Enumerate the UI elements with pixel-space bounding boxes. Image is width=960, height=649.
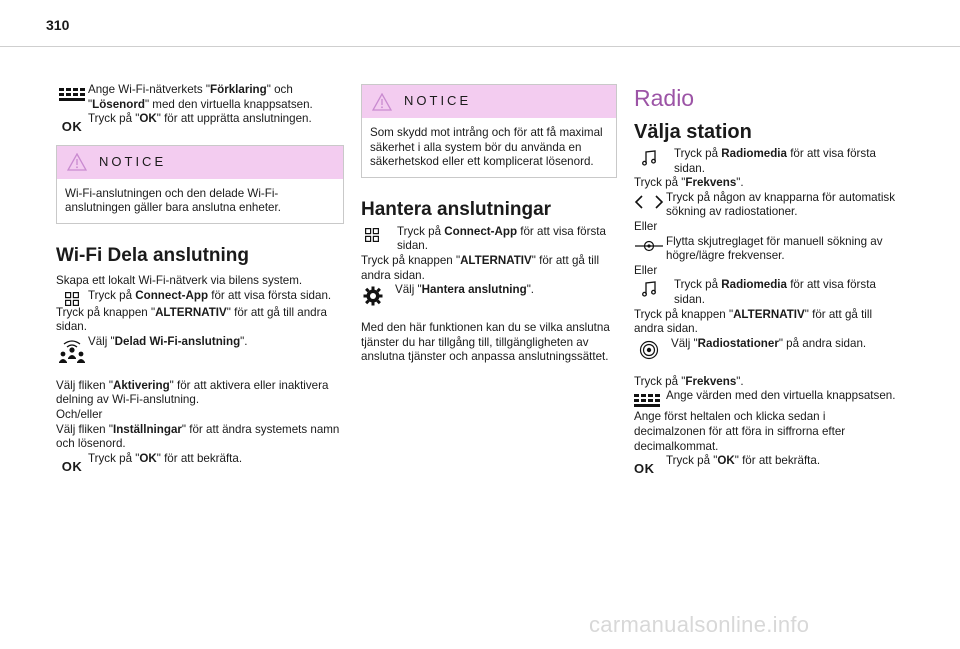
notice-text: Som skydd mot intrång och för att få maximal säkerhet i alla system bör du använda en säkerhetskod eller ett komplicerat lösenord.	[370, 126, 603, 169]
chapter-title: Radio	[634, 85, 695, 111]
paragraph: Skapa ett lokalt Wi-Fi-nätverk via bilens system.	[56, 273, 303, 287]
notice-box	[56, 145, 344, 224]
music-note-icon	[634, 147, 674, 166]
chevrons-left-right-icon	[634, 191, 666, 210]
keypad-icon	[634, 389, 666, 410]
connect-app-icon	[56, 289, 88, 306]
warning-icon	[372, 93, 392, 111]
section-heading: Wi-Fi Dela anslutning	[56, 244, 249, 266]
section-heading: Hantera anslutningar	[361, 198, 552, 220]
column-1	[56, 83, 344, 474]
keypad-icon	[56, 83, 88, 104]
watermark: carmanualsonline.info	[589, 612, 810, 637]
ok-instruction: OK Tryck på "OK" för att bekräfta.	[634, 454, 821, 477]
manage-connection-instruction: Välj "Hantera anslutning".	[361, 283, 617, 306]
connect-app-instruction: Tryck på Connect-App för att visa första sidan.	[56, 289, 344, 306]
music-note-icon	[634, 278, 674, 297]
paragraph: Eller	[634, 219, 658, 233]
gear-icon	[361, 283, 395, 306]
paragraph: Tryck på knappen "ALTERNATIV" för att gå till andra sidan.	[56, 305, 327, 334]
keypad-instruction: Ange värden med den virtuella knappsatsen.	[634, 389, 896, 410]
slider-instruction: Flytta skjutreglaget för manuell sökning av högre/lägre frekvenser.	[634, 235, 896, 264]
notice-box	[361, 84, 617, 178]
header-divider	[0, 46, 960, 47]
connect-app-instruction: Tryck på Connect-App för att visa första sidan.	[361, 225, 617, 254]
paragraph: Tryck på knappen "ALTERNATIV" för att gå till andra sidan.	[361, 253, 600, 282]
notice-title: NOTICE	[99, 153, 167, 169]
wifi-share-icon	[56, 335, 88, 364]
paragraph: Tryck på "Frekvens".	[634, 176, 744, 190]
paragraph: Eller	[634, 263, 658, 277]
ok-icon: OK	[61, 458, 83, 474]
notice-text: Wi-Fi-anslutningen och den delade Wi-Fi-anslutningen gäller bara anslutna enheter.	[65, 186, 281, 215]
ok-instruction: OK Tryck på "OK" för att upprätta anslutningen.	[61, 112, 312, 135]
ok-instruction: OK Tryck på "OK" för att bekräfta.	[61, 451, 243, 474]
wifi-share-instruction: Välj "Delad Wi-Fi-anslutning".	[56, 335, 344, 364]
radiomedia-instruction: Tryck på Radiomedia för att visa första sidan.	[634, 147, 896, 176]
warning-icon	[67, 153, 87, 171]
column-2	[361, 84, 617, 365]
paragraph: Välj fliken "Aktivering" för att aktivera eller inaktivera delning av Wi-Fi-anslutning.	[56, 378, 329, 407]
section-heading: Välja station	[634, 121, 752, 143]
page-number: 310	[46, 17, 70, 33]
paragraph: Och/eller	[56, 407, 103, 421]
slider-icon	[634, 235, 666, 254]
notice-title: NOTICE	[404, 93, 472, 109]
paragraph: Ange först heltalen och klicka sedan i decimalzonen för att föra in siffrorna efter decimalkommat.	[634, 410, 846, 453]
paragraph: Tryck på knappen "ALTERNATIV" för att gå till andra sidan.	[634, 307, 873, 336]
keypad-instruction: Ange Wi-Fi-nätverkets "Förklaring" och "Lösenord" med den virtuella knappsatsen.	[56, 83, 344, 112]
paragraph: Välj fliken "Inställningar" för att ändra systemets namn och lösenord.	[56, 422, 340, 451]
paragraph: Med den här funktionen kan du se vilka anslutna tjänster du har tillgång till, tillgängligheten av anslutna tjänster och anpassa anslutningssättet.	[361, 321, 610, 364]
connect-app-icon	[361, 225, 397, 242]
radiostations-instruction: Välj "Radiostationer" på andra sidan.	[634, 337, 896, 360]
radiomedia-instruction: Tryck på Radiomedia för att visa första sidan.	[634, 278, 896, 307]
ok-icon: OK	[634, 461, 655, 477]
ok-icon: OK	[61, 119, 83, 135]
auto-search-instruction: Tryck på någon av knapparna för automatisk sökning av radiostationer.	[634, 191, 896, 220]
paragraph: Tryck på "Frekvens".	[634, 374, 744, 388]
column-3	[634, 84, 896, 477]
radio-station-icon	[634, 337, 671, 360]
